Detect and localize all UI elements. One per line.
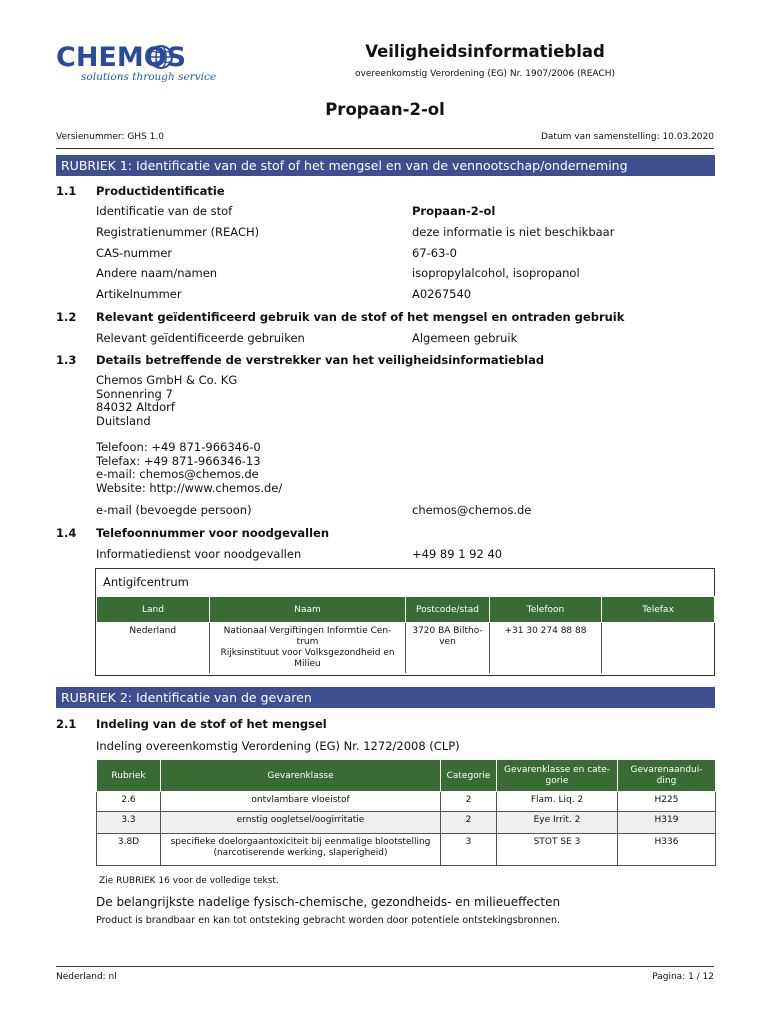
field-label: Andere naam/namen — [96, 266, 218, 280]
footer-divider — [56, 966, 714, 967]
logo-word: CHEMOS — [56, 42, 187, 73]
field-label: e-mail (bevoegde persoon) — [96, 503, 252, 517]
effects-title: De belangrijkste nadelige fysisch-chemische, gezondheids- en milieueffecten — [96, 895, 561, 909]
table-cell — [602, 623, 715, 674]
column-header: Land — [97, 597, 210, 623]
cell-line: Rijksinstituut voor Volksgezondheid en — [220, 648, 395, 658]
table-cell: H336 — [618, 834, 716, 866]
field-label: Informatiedienst voor noodgevallen — [96, 547, 302, 561]
table-cell — [161, 834, 441, 866]
field-label: Artikelnummer — [96, 287, 182, 301]
table-cell: +31 30 274 88 88 — [490, 623, 602, 674]
cell-line: 3720 BA Biltho- — [412, 626, 483, 636]
field-value: A0267540 — [412, 287, 472, 301]
table-cell: 2.6 — [97, 792, 161, 812]
subsection-title: Productidentificatie — [96, 184, 225, 198]
table-row — [97, 792, 716, 812]
table-cell: Eye Irrit. 2 — [497, 812, 618, 834]
field-value: chemos@chemos.de — [412, 503, 532, 517]
poison-center-table — [96, 596, 715, 673]
table-cell — [406, 623, 490, 674]
header-divider — [56, 148, 714, 149]
table-cell: 2 — [441, 812, 497, 834]
column-header — [618, 760, 716, 792]
field-label: Registratienummer (REACH) — [96, 225, 260, 239]
document-title: Veiligheidsinformatieblad — [365, 42, 605, 61]
table-cell: STOT SE 3 — [497, 834, 618, 866]
header-line: gorie — [545, 775, 569, 786]
table-row — [97, 812, 716, 834]
subsection-title: Relevant geïdentificeerd gebruik van de stof of het mengsel en ontraden gebruik — [96, 310, 625, 324]
compilation-date: Datum van samenstelling: 10.03.2020 — [540, 132, 714, 142]
subsection-title: Telefoonnummer voor noodgevallen — [96, 526, 330, 540]
column-header: Telefax — [602, 597, 715, 623]
table-cell — [210, 623, 406, 674]
logo-tagline: solutions through service — [81, 71, 217, 83]
table-note: Zie RUBRIEK 16 voor de volledige tekst. — [99, 876, 279, 886]
table-cell: H225 — [618, 792, 716, 812]
supplier-address: Chemos GmbH & Co. KG Sonnenring 7 84032 Altdorf Duitsland — [96, 373, 238, 428]
chemos-logo — [56, 42, 216, 88]
header-line: Gevarenaandui- — [630, 764, 703, 775]
supplier-contact: Telefoon: +49 871-966346-0 Telefax: +49 871-966346-13 e-mail: chemos@chemos.de Website: http://www.chemos.de/ — [96, 440, 283, 495]
column-header: Naam — [210, 597, 406, 623]
field-value: Algemeen gebruik — [412, 331, 518, 345]
table-cell: 3 — [441, 834, 497, 866]
header-line: ding — [656, 775, 677, 786]
subsection-number: 1.1 — [56, 184, 77, 198]
field-label: Identificatie van de stof — [96, 204, 233, 218]
field-value: Propaan-2-ol — [412, 204, 496, 218]
table-header-row — [97, 597, 715, 623]
document-subtitle: overeenkomstig Verordening (EG) Nr. 1907/2006 (REACH) — [355, 69, 615, 79]
column-header — [497, 760, 618, 792]
table-cell: 3.3 — [97, 812, 161, 834]
field-label: CAS-nummer — [96, 246, 173, 260]
field-value: +49 89 1 92 40 — [412, 547, 503, 561]
table-cell: Flam. Liq. 2 — [497, 792, 618, 812]
section-2-heading: RUBRIEK 2: Identificatie van de gevaren — [56, 687, 715, 708]
table-header-row — [97, 760, 716, 792]
table-cell: ernstig oogletsel/oogirritatie — [161, 812, 441, 834]
table-cell: Nederland — [97, 623, 210, 674]
table-cell: H319 — [618, 812, 716, 834]
field-label: Relevant geïdentificeerde gebruiken — [96, 331, 305, 345]
subsection-number: 1.3 — [56, 353, 77, 367]
footer-locale: Nederland: nl — [56, 972, 117, 982]
cell-line: (narcotiserende werking, slaperigheid) — [213, 848, 388, 858]
subsection-number: 1.4 — [56, 526, 77, 540]
cell-line: specifieke doelorgaantoxiciteit bij eenmalige blootstelling — [170, 837, 431, 847]
poison-center-box — [95, 568, 715, 676]
subsection-title: Indeling van de stof of het mengsel — [96, 717, 327, 731]
cell-line: trum — [296, 637, 319, 647]
column-header: Postcode/stad — [406, 597, 490, 623]
field-value: isopropylalcohol, isopropanol — [412, 266, 580, 280]
column-header: Rubriek — [97, 760, 161, 792]
cell-line: Milieu — [294, 659, 321, 669]
field-value: deze informatie is niet beschikbaar — [412, 225, 615, 239]
header-line: Gevarenklasse en cate- — [504, 764, 610, 775]
table-cell: ontvlambare vloeistof — [161, 792, 441, 812]
column-header: Telefoon — [490, 597, 602, 623]
table-row — [97, 623, 715, 674]
section-1-heading: RUBRIEK 1: Identificatie van de stof of het mengsel en van de vennootschap/onderneming — [56, 155, 715, 176]
effects-text: Product is brandbaar en kan tot ontsteking gebracht worden door potentiele ontstekingsbronnen. — [96, 915, 561, 926]
classification-subtitle: Indeling overeenkomstig Verordening (EG) Nr. 1272/2008 (CLP) — [96, 739, 460, 753]
table-cell: 2 — [441, 792, 497, 812]
table-row — [97, 834, 716, 866]
version-number: Versienummer: GHS 1.0 — [56, 132, 164, 142]
column-header: Categorie — [441, 760, 497, 792]
field-value: 67-63-0 — [412, 246, 457, 260]
globe-icon — [148, 44, 174, 70]
cell-line: ven — [439, 637, 456, 647]
clp-classification-table — [96, 759, 716, 866]
poison-center-title: Antigifcentrum — [103, 575, 189, 589]
cell-line: Nationaal Vergiftingen Informtie Cen- — [223, 626, 392, 636]
subsection-number: 1.2 — [56, 310, 77, 324]
table-cell: 3.8D — [97, 834, 161, 866]
substance-name: Propaan-2-ol — [325, 100, 445, 119]
subsection-title: Details betreffende de verstrekker van het veiligheidsinformatieblad — [96, 353, 545, 367]
subsection-number: 2.1 — [56, 717, 77, 731]
page-number: Pagina: 1 / 12 — [652, 972, 714, 982]
column-header: Gevarenklasse — [161, 760, 441, 792]
